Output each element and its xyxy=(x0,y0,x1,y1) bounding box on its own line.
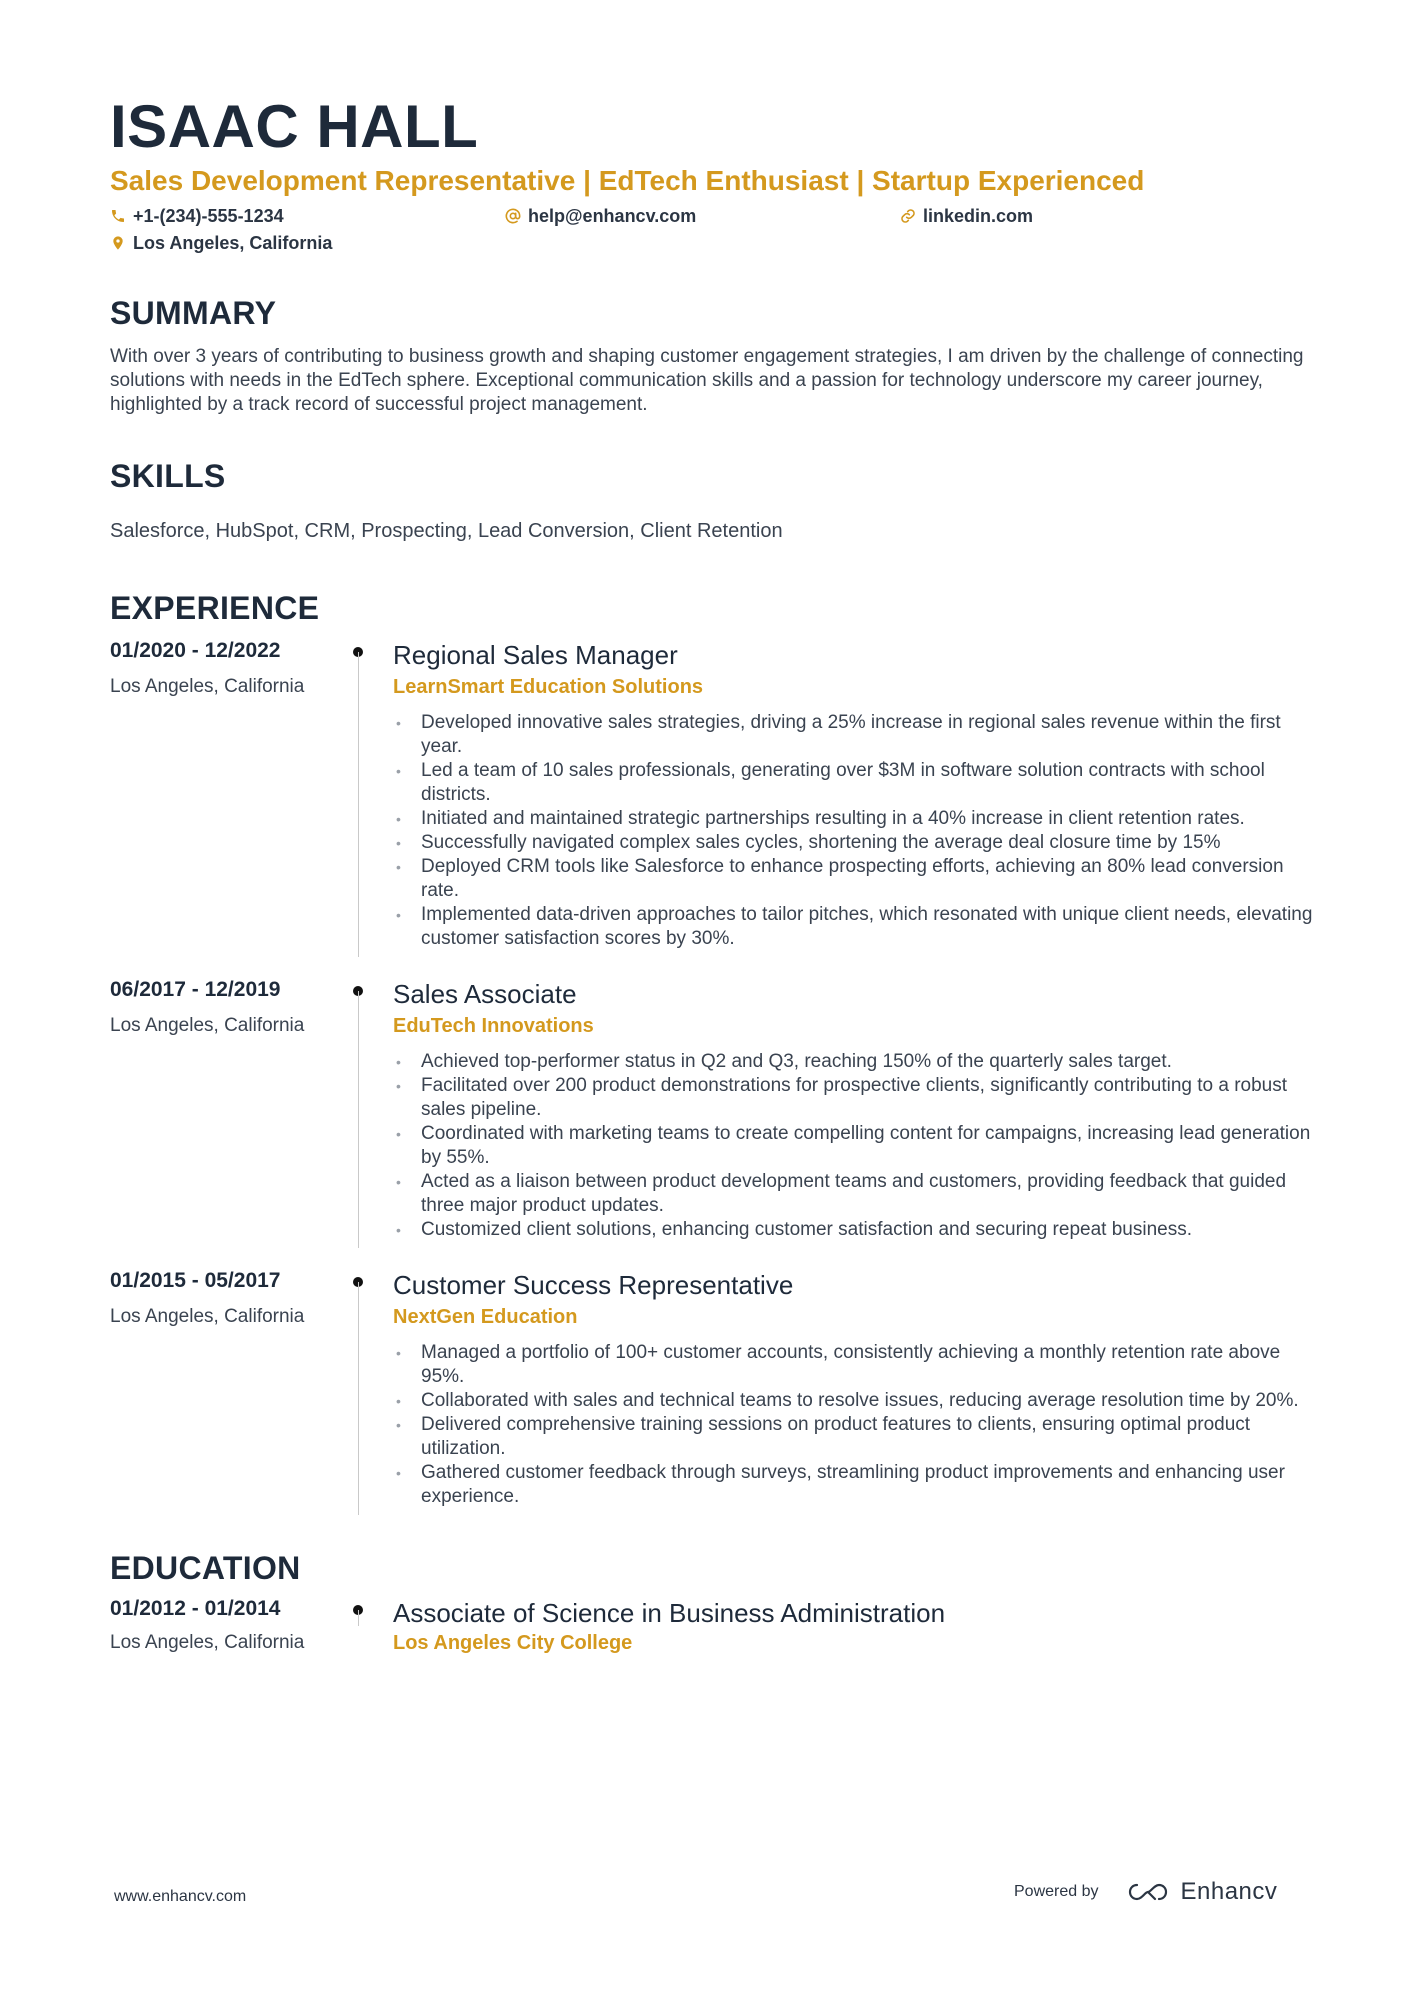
list-item: • Successfully navigated complex sales cycles, shortening the average deal closure time by 15% xyxy=(393,831,1313,855)
timeline-line xyxy=(358,1610,360,1626)
entry-location: Los Angeles, California xyxy=(110,1632,305,1654)
company-name: LearnSmart Education Solutions xyxy=(393,676,704,699)
company-name: NextGen Education xyxy=(393,1306,578,1329)
brand-name: Enhancv xyxy=(1180,1878,1278,1905)
summary-section xyxy=(110,296,1310,417)
list-item: • Facilitated over 200 product demonstrations for prospective clients, significantly contributing to a robust sales pipeline. xyxy=(393,1074,1313,1122)
entry-location: Los Angeles, California xyxy=(110,1015,305,1037)
list-item: • Collaborated with sales and technical teams to resolve issues, reducing average resolution time by 20%. xyxy=(393,1389,1313,1413)
brand-logo[interactable] xyxy=(1125,1878,1278,1906)
company-name: EduTech Innovations xyxy=(393,1015,594,1038)
entry-dates: 06/2017 - 12/2019 xyxy=(110,978,281,1002)
summary-title: SUMMARY xyxy=(110,294,277,331)
powered-by-label: Powered by xyxy=(1014,1883,1099,1900)
experience-section xyxy=(110,589,1313,1509)
entry-location: Los Angeles, California xyxy=(110,1306,305,1328)
achievement-list xyxy=(393,1050,1313,1242)
contact-phone[interactable] xyxy=(110,206,505,227)
experience-entry xyxy=(110,1268,1310,1509)
timeline xyxy=(350,1268,390,1509)
list-item: • Managed a portfolio of 100+ customer accounts, consistently achieving a monthly retention rate above 95%. xyxy=(393,1341,1313,1389)
job-title: Regional Sales Manager xyxy=(393,640,678,671)
school-name: Los Angeles City College xyxy=(393,1632,633,1655)
phone-number: +1-(234)-555-1234 xyxy=(133,205,284,226)
skills-title: SKILLS xyxy=(110,457,226,494)
list-item: • Initiated and maintained strategic partnerships resulting in a 40% increase in client retention rates. xyxy=(393,807,1313,831)
skills-list: Salesforce, HubSpot, CRM, Prospecting, Lead Conversion, Client Retention xyxy=(110,519,783,542)
job-title: Customer Success Representative xyxy=(393,1270,794,1301)
linkedin-url: linkedin.com xyxy=(923,205,1034,226)
list-item: • Delivered comprehensive training sessions on product features to clients, ensuring optimal product utilization. xyxy=(393,1413,1313,1461)
education-entry xyxy=(110,1596,1310,1655)
contact-info xyxy=(110,206,1310,254)
list-item: • Led a team of 10 sales professionals, generating over $3M in software solution contracts with school districts. xyxy=(393,759,1313,807)
timeline xyxy=(350,977,390,1242)
timeline-line xyxy=(358,991,360,1248)
link-icon xyxy=(900,208,916,224)
resume-page xyxy=(110,93,1313,1655)
achievement-list xyxy=(393,711,1313,951)
degree-title: Associate of Science in Business Administration xyxy=(393,1598,946,1629)
education-title: EDUCATION xyxy=(110,1550,301,1587)
timeline xyxy=(350,1596,390,1655)
contact-linkedin[interactable] xyxy=(900,206,1200,227)
list-item: • Customized client solutions, enhancing customer satisfaction and securing repeat business. xyxy=(393,1218,1313,1242)
entry-location: Los Angeles, California xyxy=(110,676,305,698)
email-address: help@enhancv.com xyxy=(528,205,697,226)
candidate-name: ISAAC HALL xyxy=(110,93,479,160)
experience-title: EXPERIENCE xyxy=(110,589,320,626)
footer-website[interactable]: www.enhancv.com xyxy=(114,1888,247,1905)
list-item: • Achieved top-performer status in Q2 and Q3, reaching 150% of the quarterly sales target. xyxy=(393,1050,1313,1074)
summary-text: With over 3 years of contributing to business growth and shaping customer engagement strategies, I am driven by the challenge of connecting solutions with needs in the EdTech sphere. Exceptional communication skills and a passion for technology underscore my career journey, highlighted by a track record of successful project management. xyxy=(110,345,1304,415)
achievement-list xyxy=(393,1341,1313,1509)
contact-location xyxy=(110,233,505,254)
timeline-line xyxy=(358,652,360,957)
list-item: • Deployed CRM tools like Salesforce to enhance prospecting efforts, achieving an 80% lead conversion rate. xyxy=(393,855,1313,903)
job-title: Sales Associate xyxy=(393,979,577,1010)
list-item: • Implemented data-driven approaches to tailor pitches, which resonated with unique client needs, elevating customer satisfaction scores by 30%. xyxy=(393,903,1313,951)
list-item: • Coordinated with marketing teams to create compelling content for campaigns, increasing lead generation by 55%. xyxy=(393,1122,1313,1170)
at-sign-icon xyxy=(505,208,521,224)
footer-branding xyxy=(1014,1878,1277,1906)
education-section xyxy=(110,1551,1310,1655)
location-text: Los Angeles, California xyxy=(133,232,333,253)
location-pin-icon xyxy=(110,235,126,251)
headline: Sales Development Representative | EdTech Enthusiast | Startup Experienced xyxy=(110,165,1145,196)
skills-section xyxy=(110,459,1310,543)
list-item: • Acted as a liaison between product development teams and customers, providing feedback that guided three major product updates. xyxy=(393,1170,1313,1218)
infinity-logo-icon xyxy=(1125,1880,1171,1904)
entry-dates: 01/2012 - 01/2014 xyxy=(110,1597,281,1621)
experience-entry xyxy=(110,638,1313,951)
list-item: • Developed innovative sales strategies, driving a 25% increase in regional sales revenue within the first year. xyxy=(393,711,1313,759)
timeline-line xyxy=(358,1282,360,1515)
phone-icon xyxy=(110,208,126,224)
timeline xyxy=(350,638,390,951)
list-item: • Gathered customer feedback through surveys, streamlining product improvements and enhancing user experience. xyxy=(393,1461,1313,1509)
entry-dates: 01/2020 - 12/2022 xyxy=(110,639,281,663)
experience-entry xyxy=(110,977,1310,1242)
contact-email[interactable] xyxy=(505,206,900,227)
entry-dates: 01/2015 - 05/2017 xyxy=(110,1269,281,1293)
